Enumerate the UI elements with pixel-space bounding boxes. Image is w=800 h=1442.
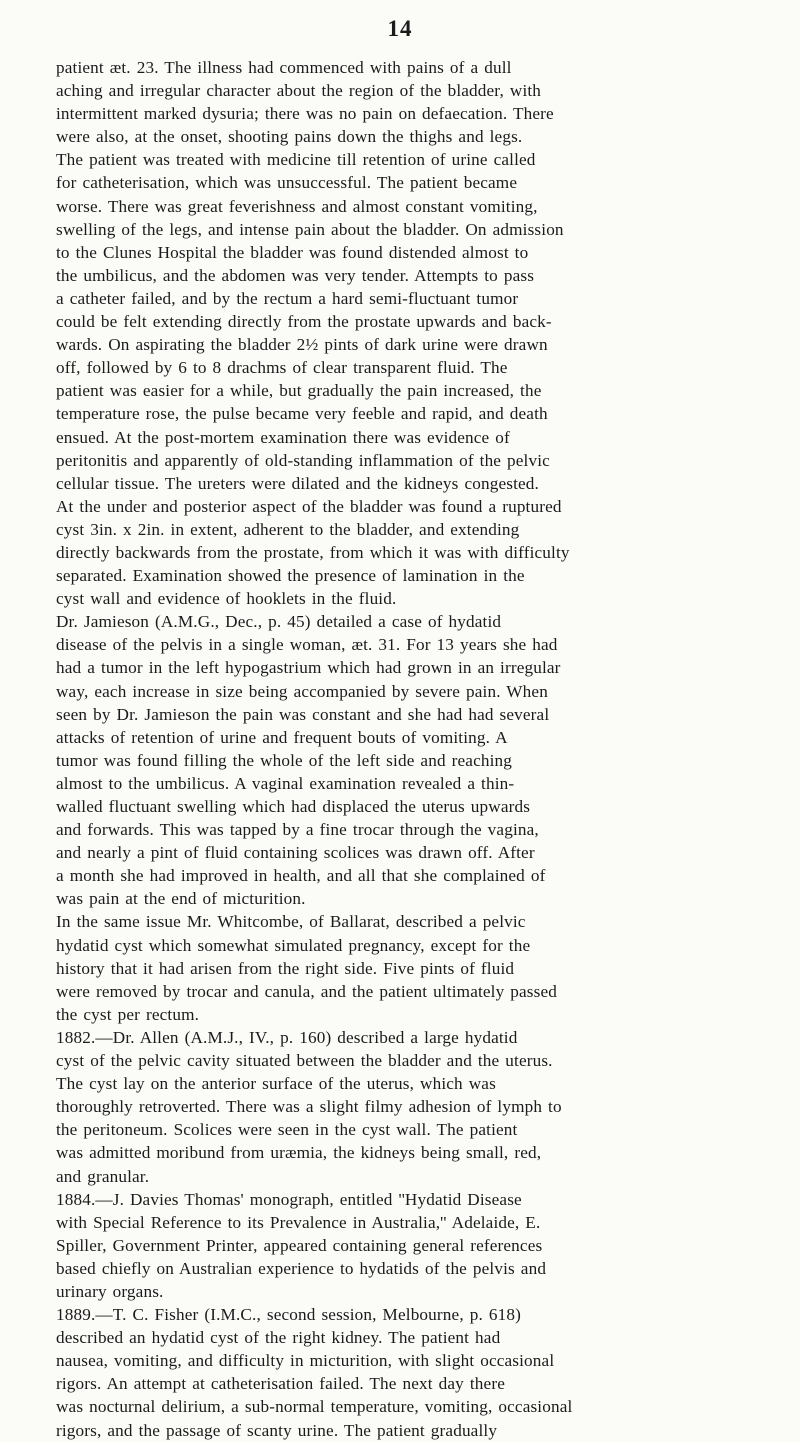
text-line: way, each increase in size being accompanied by severe pain. When: [56, 681, 548, 701]
text-line: aching and irregular character about the region of the bladder, with: [56, 81, 542, 101]
text-line: was nocturnal delirium, a sub-normal temperature, vomiting, occasional: [56, 1397, 573, 1417]
text-line: cellular tissue. The ureters were dilated and the kidneys congested.: [56, 473, 539, 493]
text-line: the peritoneum. Scolices were seen in the cyst wall. The patient: [56, 1120, 518, 1140]
text-line: nausea, vomiting, and difficulty in micturition, with slight occasional: [56, 1351, 555, 1371]
text-line: urinary organs.: [56, 1281, 164, 1301]
text-line: off, followed by 6 to 8 drachms of clear transparent fluid. The: [56, 358, 508, 378]
text-line: The patient was treated with medicine till retention of urine called: [56, 150, 536, 170]
text-line: wards. On aspirating the bladder 2½ pints of dark urine were drawn: [56, 335, 548, 355]
text-line: cyst wall and evidence of hooklets in the fluid.: [56, 589, 397, 609]
text-line: patient was easier for a while, but gradually the pain increased, the: [56, 381, 542, 401]
text-line: and forwards. This was tapped by a fine trocar through the vagina,: [56, 820, 539, 840]
text-line: The cyst lay on the anterior surface of the uterus, which was: [56, 1074, 496, 1094]
text-line: disease of the pelvis in a single woman, æt. 31. For 13 years she had: [56, 635, 558, 655]
text-line: worse. There was great feverishness and almost constant vomiting,: [56, 196, 538, 216]
text-line: the umbilicus, and the abdomen was very tender. Attempts to pass: [56, 265, 535, 285]
text-line: tumor was found filling the whole of the left side and reaching: [56, 750, 512, 770]
text-line: cyst 3in. x 2in. in extent, adherent to the bladder, and extending: [56, 519, 520, 539]
text-line: 1889.—T. C. Fisher (I.M.C., second session, Melbourne, p. 618): [56, 1305, 521, 1325]
text-line: had a tumor in the left hypogastrium which had grown in an irregular: [56, 658, 561, 678]
text-line: a month she had improved in health, and all that she complained of: [56, 866, 546, 886]
text-line: 1884.—J. Davies Thomas' monograph, entitled ''Hydatid Disease: [56, 1189, 522, 1209]
body-text: [56, 56, 750, 1442]
text-line: attacks of retention of urine and frequent bouts of vomiting. A: [56, 727, 508, 747]
text-line: cyst of the pelvic cavity situated between the bladder and the uterus.: [56, 1051, 553, 1071]
text-line: Spiller, Government Printer, appeared containing general references: [56, 1235, 543, 1255]
text-line: described an hydatid cyst of the right kidney. The patient had: [56, 1328, 501, 1348]
text-line: In the same issue Mr. Whitcombe, of Ballarat, described a pelvic: [56, 912, 526, 932]
text-line: intermittent marked dysuria; there was no pain on defaecation. There: [56, 104, 554, 124]
text-line: almost to the umbilicus. A vaginal examination revealed a thin-: [56, 773, 515, 793]
text-line: Dr. Jamieson (A.M.G., Dec., p. 45) detailed a case of hydatid: [56, 612, 502, 632]
text-line: walled fluctuant swelling which had displaced the uterus upwards: [56, 797, 531, 816]
text-line: swelling of the legs, and intense pain about the bladder. On admission: [56, 219, 564, 239]
text-line: history that it had arisen from the right side. Five pints of fluid: [56, 958, 515, 978]
text-line: a catheter failed, and by the rectum a hard semi-fluctuant tumor: [56, 288, 519, 308]
text-line: based chiefly on Australian experience to hydatids of the pelvis and: [56, 1258, 547, 1278]
text-line: for catheterisation, which was unsuccessful. The patient became: [56, 173, 518, 193]
page-number: 14: [387, 16, 413, 41]
text-line: peritonitis and apparently of old-standing inflammation of the pelvic: [56, 450, 550, 470]
text-line: directly backwards from the prostate, from which it was with difficulty: [56, 542, 570, 562]
text-line: with Special Reference to its Prevalence in Australia,'' Adelaide, E.: [56, 1212, 541, 1232]
text-line: to the Clunes Hospital the bladder was found distended almost to: [56, 242, 529, 262]
text-line: were removed by trocar and canula, and the patient ultimately passed: [56, 981, 558, 1001]
text-line: rigors. An attempt at catheterisation failed. The next day there: [56, 1374, 505, 1394]
text-line: separated. Examination showed the presence of lamination in the: [56, 566, 525, 586]
text-line: ensued. At the post-mortem examination there was evidence of: [56, 427, 510, 447]
text-line: At the under and posterior aspect of the bladder was found a ruptured: [56, 496, 562, 516]
text-line: rigors, and the passage of scanty urine. The patient gradually: [56, 1420, 498, 1440]
text-line: hydatid cyst which somewhat simulated pregnancy, except for the: [56, 935, 531, 955]
text-line: patient æt. 23. The illness had commenced with pains of a dull: [56, 58, 512, 77]
text-line: seen by Dr. Jamieson the pain was constant and she had had several: [56, 704, 550, 724]
text-line: was admitted moribund from uræmia, the kidneys being small, red,: [56, 1143, 542, 1163]
text-line: were also, at the onset, shooting pains down the thighs and legs.: [56, 127, 523, 147]
text-line: temperature rose, the pulse became very feeble and rapid, and death: [56, 404, 548, 424]
text-line: and granular.: [56, 1166, 150, 1186]
text-line: 1882.—Dr. Allen (A.M.J., IV., p. 160) described a large hydatid: [56, 1027, 518, 1047]
text-line: was pain at the end of micturition.: [56, 889, 306, 909]
text-line: thoroughly retroverted. There was a slight filmy adhesion of lymph to: [56, 1097, 562, 1117]
text-line: and nearly a pint of fluid containing scolices was drawn off. After: [56, 843, 535, 863]
text-line: the cyst per rectum.: [56, 1004, 200, 1024]
text-line: could be felt extending directly from the prostate upwards and back-: [56, 312, 552, 332]
